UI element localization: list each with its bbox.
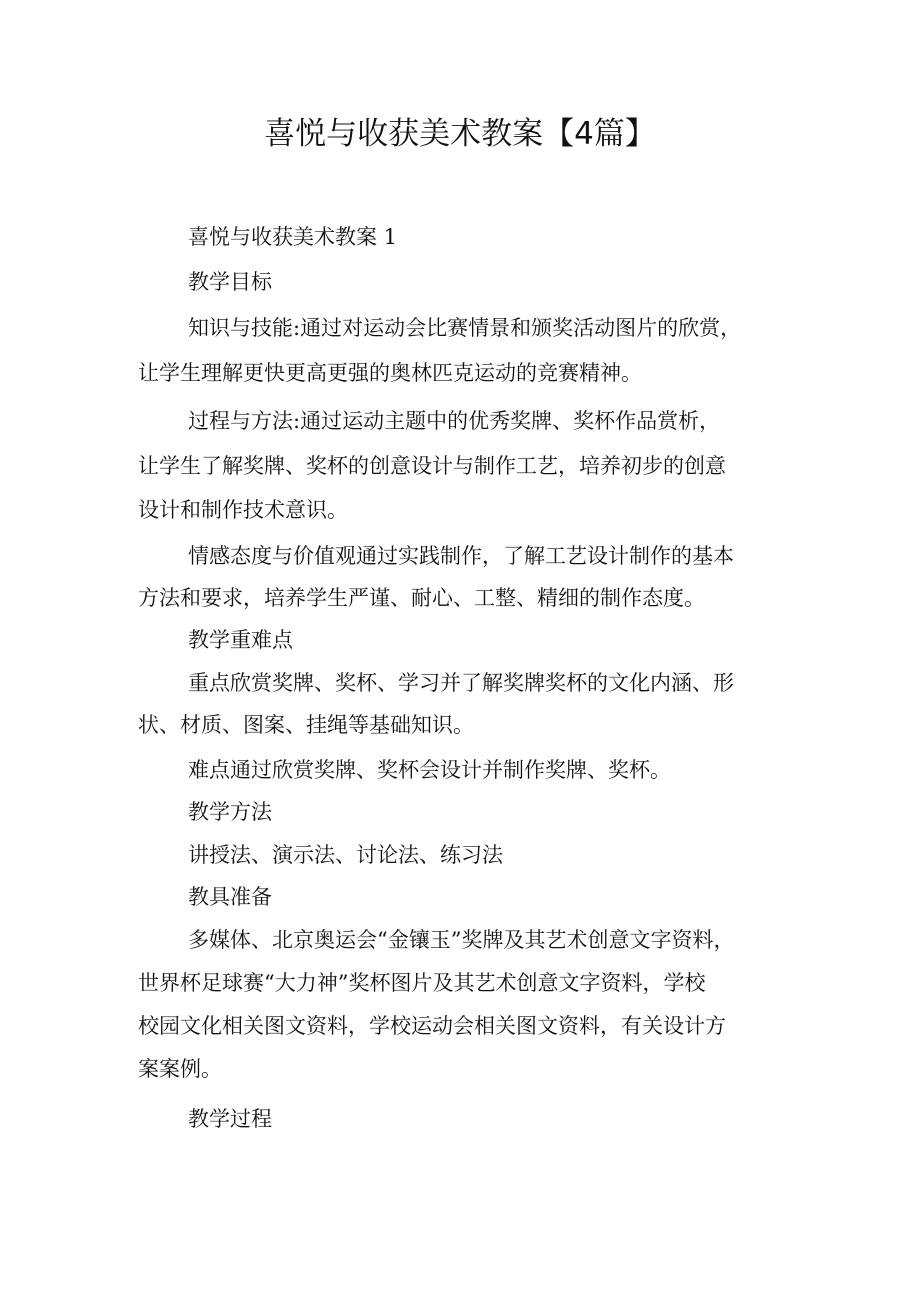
document-title: 喜悦与收获美术教案【4篇】 (264, 116, 656, 152)
paragraph-line: 校园文化相关图文资料，学校运动会相关图文资料，有关设计方 (138, 1014, 726, 1038)
paragraph-line: 过程与方法:通过运动主题中的优秀奖牌、奖杯作品赏析， (188, 409, 721, 433)
paragraph-line: 状、材质、图案、挂绳等基础知识。 (138, 713, 474, 737)
paragraph-line: 难点通过欣赏奖牌、奖杯会设计并制作奖牌、奖杯。 (188, 758, 671, 782)
subheading: 教学方法 (188, 800, 272, 824)
paragraph-line: 知识与技能:通过对运动会比赛情景和颁奖活动图片的欣赏， (188, 316, 742, 340)
section-heading: 喜悦与收获美术教案 1 (188, 225, 398, 249)
paragraph-line: 让学生理解更快更高更强的奥林匹克运动的竞赛精神。 (138, 361, 642, 385)
paragraph-line: 讲授法、演示法、讨论法、练习法 (188, 843, 503, 867)
subheading: 教具准备 (188, 885, 272, 909)
paragraph-line: 情感态度与价值观通过实践制作，了解工艺设计制作的基本 (188, 544, 734, 568)
paragraph-line: 世界杯足球赛“大力神”奖杯图片及其艺术创意文字资料，学校 (138, 971, 706, 995)
subheading: 教学重难点 (188, 628, 293, 652)
paragraph-line: 让学生了解奖牌、奖杯的创意设计与制作工艺，培养初步的创意 (138, 454, 726, 478)
paragraph-line: 案案例。 (138, 1057, 222, 1081)
paragraph-line: 重点欣赏奖牌、奖杯、学习并了解奖牌奖杯的文化内涵、形 (188, 671, 734, 695)
paragraph-line: 设计和制作技术意识。 (138, 498, 348, 522)
subheading: 教学目标 (188, 270, 272, 294)
paragraph-line: 多媒体、北京奥运会“金镶玉”奖牌及其艺术创意文字资料， (188, 928, 735, 952)
paragraph-line: 方法和要求，培养学生严谨、耐心、工整、精细的制作态度。 (138, 586, 705, 610)
subheading: 教学过程 (188, 1107, 272, 1131)
